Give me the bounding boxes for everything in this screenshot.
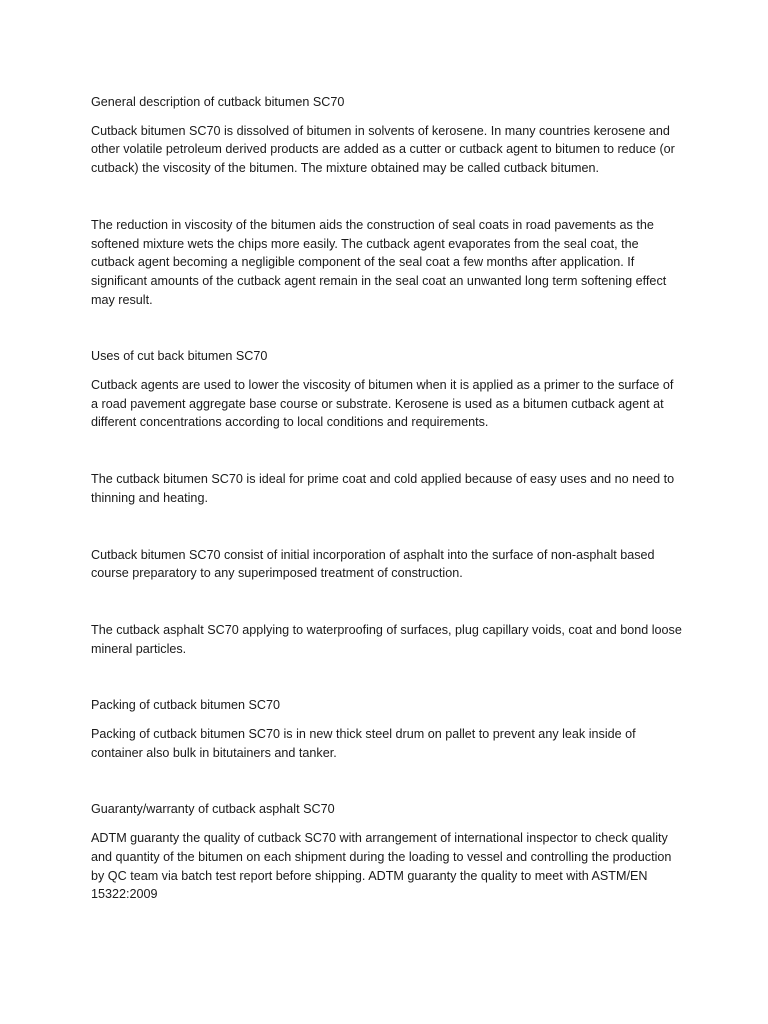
paragraph: The cutback bitumen SC70 is ideal for prime coat and cold applied because of easy uses and no need to thinning and heating.	[91, 472, 675, 505]
paragraph: The reduction in viscosity of the bitumen aids the construction of seal coats in road pavements as the softened mixture wets the chips more easily. The cutback agent evaporates from the seal coat, the cutback agent becoming a negligible component of the seal coat a few months after application. If significant amounts of the cutback agent remain in the seal coat an unwanted long term softening effect may result.	[91, 217, 667, 307]
paragraph: Packing of cutback bitumen SC70 is in new thick steel drum on pallet to prevent any leak inside of container also bulk in bitutainers and tanker.	[91, 727, 636, 760]
section-heading-general-description: General description of cutback bitumen SC70	[91, 95, 345, 109]
section-heading-packing: Packing of cutback bitumen SC70	[91, 698, 281, 713]
paragraph: Cutback agents are used to lower the viscosity of bitumen when it is applied as a primer to the surface of a road pavement aggregate base course or substrate. Kerosene is used as a bitumen cutback agent at different concentrations according to local conditions and requirements.	[91, 378, 674, 430]
paragraph: Cutback bitumen SC70 consist of initial incorporation of asphalt into the surface of non-asphalt based course preparatory to any superimposed treatment of construction.	[91, 547, 655, 581]
paragraph: The cutback asphalt SC70 applying to waterproofing of surfaces, plug capillary voids, coat and bond loose mineral particles.	[91, 622, 682, 656]
section-heading-guaranty: Guaranty/warranty of cutback asphalt SC70	[91, 802, 335, 817]
section-heading-uses: Uses of cut back bitumen SC70	[91, 349, 268, 364]
paragraph: ADTM guaranty the quality of cutback SC70 with arrangement of international inspector to check quality and quantity of the bitumen on each shipment during the loading to vessel and controlling the production by QC team via batch test report before shipping. ADTM guaranty the quality to meet with ASTM/EN 15322:2009	[91, 831, 672, 902]
document-body	[91, 93, 683, 904]
paragraph: Cutback bitumen SC70 is dissolved of bitumen in solvents of kerosene. In many countries kerosene and other volatile petroleum derived products are added as a cutter or cutback agent to bitumen to reduce (or cutback) the viscosity of the bitumen. The mixture obtained may be called cutback bitumen.	[91, 123, 675, 176]
